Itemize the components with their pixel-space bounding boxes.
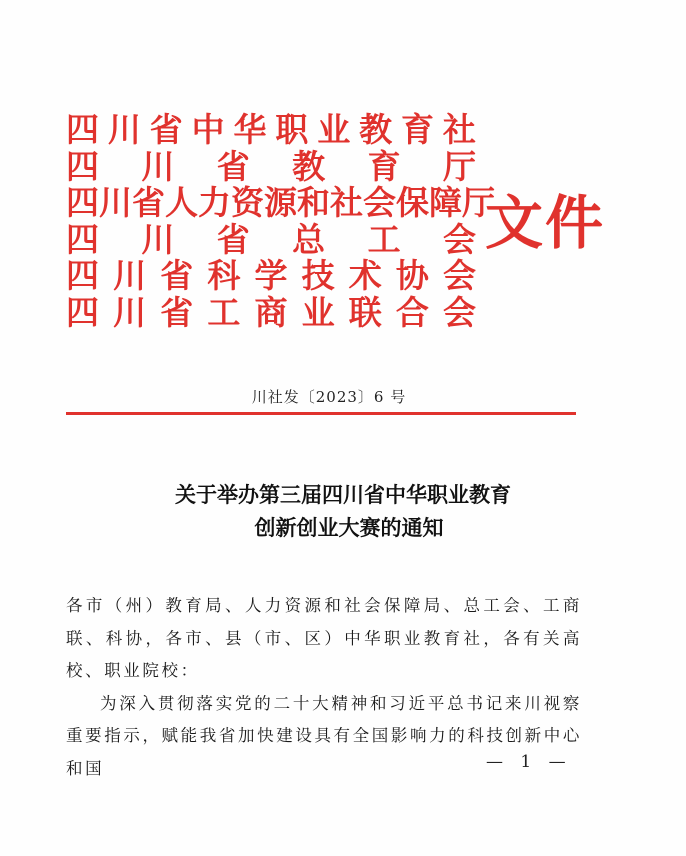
issuer-char: 育 [401,110,434,149]
issuer-char: 源 [264,183,297,222]
document-title [0,478,686,544]
document-number [0,386,686,407]
issuer-char: 省 [132,183,165,222]
title-line-2: 创新创业大赛的通知 [254,515,444,540]
issuer-line [66,112,476,149]
issuer-char: 合 [395,292,429,332]
issuer-char: 省 [160,256,194,295]
issuer-line [66,292,476,332]
issuer-char: 省 [149,110,183,149]
issuer-char: 和 [297,183,330,222]
issuer-char: 业 [301,292,335,332]
issuer-char: 育 [367,146,401,186]
page-number: — 1 — [486,752,572,772]
body-paragraph: 为深入贯彻落实党的二十大精神和习近平总书记来川视察重要指示，赋能我省加快建设具有全国影响力的科技创新中心和国 [66,693,582,778]
issuer-char: 教 [359,110,393,149]
document-number-text: 川社发〔2023〕6 号 [251,388,407,406]
issuer-char: 工 [367,219,401,259]
issuer-char: 工 [207,292,241,332]
issuer-char: 技 [301,256,335,295]
issuer-char: 省 [160,292,194,332]
issuer-char: 川 [113,256,147,295]
issuer-char: 厅 [462,183,495,222]
issuer-char: 川 [141,146,175,186]
issuer-char: 华 [233,110,267,149]
issuer-char: 四 [66,183,99,222]
issuer-char: 四 [66,256,99,295]
issuer-char: 保 [396,183,429,222]
issuer-char: 川 [113,292,147,332]
issuer-char: 总 [292,219,326,259]
title-line-1: 关于举办第三届四川省中华职业教育 [175,482,511,507]
recipients-paragraph: 各市（州）教育局、人力资源和社会保障局、总工会、工商联、科协，各市、县（市、区）中华职业教育社，各有关高校、职业院校： [66,596,582,680]
issuer-char: 四 [66,292,99,332]
issuer-char: 障 [429,183,462,222]
issuer-char: 四 [66,146,99,186]
issuer-char: 中 [191,110,225,149]
red-divider-line [66,412,576,415]
issuer-char: 协 [395,256,429,295]
issuer-char: 职 [275,110,309,149]
issuer-char: 社 [442,110,476,149]
issuer-char: 资 [231,183,264,222]
issuer-char: 省 [216,146,250,186]
document-type-label: 文件 [485,189,606,257]
issuer-char: 厅 [442,146,476,186]
issuer-char: 商 [254,292,288,332]
issuer-char: 会 [363,183,396,222]
issuer-char: 学 [254,256,288,295]
issuer-char: 四 [66,219,99,259]
issuer-char: 川 [99,183,132,222]
issuer-char: 教 [292,146,326,186]
issuer-char: 联 [348,292,382,332]
issuer-char: 术 [348,256,382,295]
issuer-char: 社 [330,183,363,222]
issuer-line [66,146,476,186]
issuer-list [66,110,495,332]
issuer-char: 四 [66,110,99,149]
issuer-char: 省 [216,219,250,259]
issuer-char: 会 [442,219,476,259]
issuer-char: 会 [443,256,476,295]
issuer-char: 业 [317,110,351,149]
issuer-char: 川 [141,219,175,259]
issuer-line [66,183,495,222]
issuer-char: 力 [198,183,231,222]
issuer-char: 人 [165,183,198,222]
issuer-line [66,258,476,295]
issuer-char: 会 [443,292,476,332]
issuer-line [66,219,476,259]
issuer-char: 科 [207,256,241,295]
issuer-char: 川 [107,110,141,149]
